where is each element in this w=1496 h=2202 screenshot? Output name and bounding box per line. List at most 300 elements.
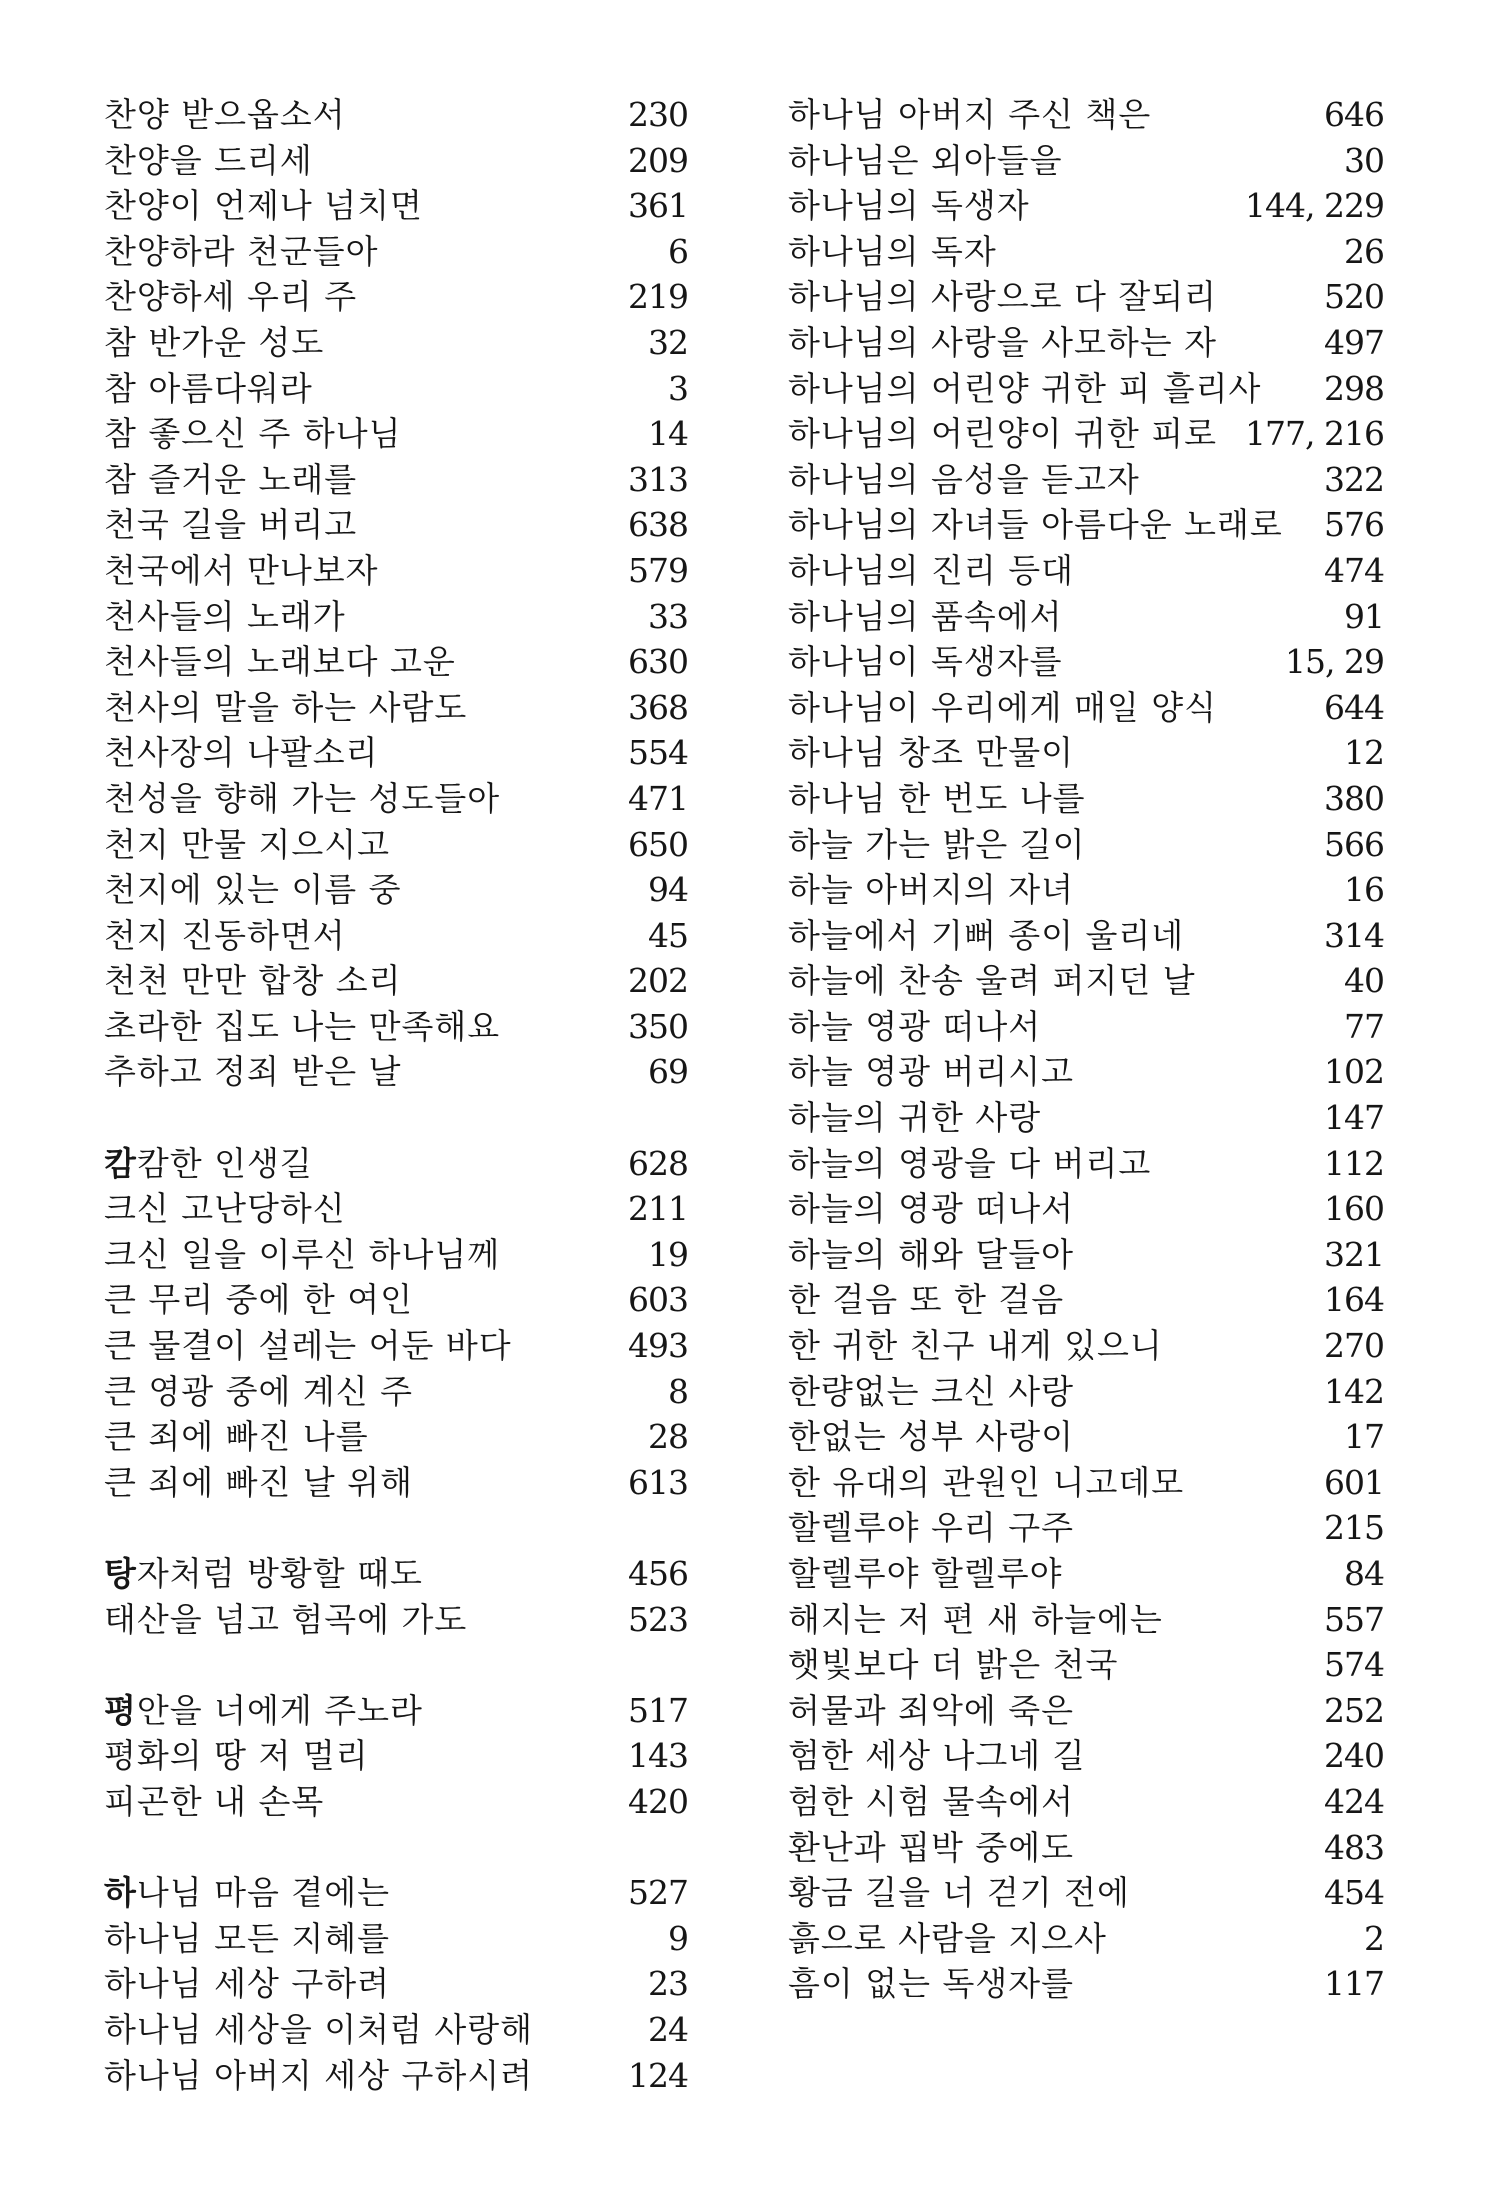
hymn-title-text: 큰 무리 중에 한 여인 [104, 1280, 413, 1320]
hymn-number: 147 [1324, 1098, 1384, 1138]
hymn-number: 240 [1324, 1736, 1384, 1776]
hymn-number: 69 [648, 1052, 688, 1092]
index-entry [104, 502, 688, 548]
hymn-number: 527 [628, 1873, 688, 1913]
hymn-title [788, 229, 997, 275]
hymn-title-text: 자처럼 방황할 때도 [136, 1554, 423, 1593]
hymn-title-text: 허물과 죄악에 죽은 [788, 1690, 1075, 1730]
index-entry [104, 229, 688, 275]
hymn-title-text: 하나님의 어린양이 귀한 피로 [788, 414, 1218, 454]
index-entry [788, 1870, 1384, 1916]
index-entry [104, 776, 688, 822]
index-entry [788, 1323, 1384, 1369]
hymn-title-text: 한없는 성부 사랑이 [788, 1417, 1075, 1457]
hymn-title [104, 1049, 402, 1095]
hymn-title [104, 822, 390, 868]
hymn-title [104, 2053, 533, 2099]
hymn-title-text: 참 반가운 성도 [104, 322, 325, 362]
hymn-title [104, 548, 379, 594]
hymn-number: 28 [648, 1417, 688, 1457]
hymn-title [788, 92, 1151, 138]
hymn-number: 202 [628, 961, 688, 1001]
index-entry [104, 867, 688, 913]
hymn-number: 497 [1324, 322, 1384, 362]
index-entry [788, 1232, 1384, 1278]
index-entry [104, 1049, 688, 1095]
hymn-number: 164 [1324, 1280, 1384, 1320]
hymn-number: 6 [668, 231, 688, 271]
index-entry [788, 502, 1384, 548]
hymn-number: 350 [628, 1006, 688, 1046]
index-entry [104, 1733, 688, 1779]
hymn-title [788, 594, 1063, 640]
index-entry [104, 1961, 688, 2007]
index-entry [788, 1733, 1384, 1779]
hymn-title-text: 할렐루야 할렐루야 [788, 1554, 1063, 1593]
hymn-title [788, 1095, 1041, 1141]
index-entry [104, 1916, 688, 1962]
index-entry [788, 1277, 1384, 1323]
hymn-number: 252 [1324, 1690, 1384, 1730]
hymn-number: 40 [1344, 961, 1384, 1001]
hymn-title-text: 평화의 땅 저 멀리 [104, 1736, 369, 1776]
hymn-number: 557 [1324, 1599, 1384, 1639]
index-entry [788, 639, 1384, 685]
index-column-left [104, 92, 688, 2098]
hymn-title-text: 하늘의 영광 떠나서 [788, 1189, 1075, 1229]
hymn-number: 520 [1324, 277, 1384, 317]
hymn-title [104, 2007, 533, 2053]
hymn-title [788, 1779, 1074, 1825]
hymn-title [104, 411, 402, 457]
hymn-title [104, 1414, 369, 1460]
hymn-title-text: 천국 길을 버리고 [104, 505, 358, 545]
hymn-title-text: 태산을 넘고 험곡에 가도 [104, 1599, 468, 1639]
hymn-title-text: 험한 시험 물속에서 [788, 1781, 1075, 1821]
hymn-title [104, 366, 313, 412]
hymn-title [788, 1414, 1074, 1460]
hymn-number: 566 [1324, 824, 1384, 864]
index-entry [788, 913, 1384, 959]
index-entry [104, 1779, 688, 1825]
hymn-title-text: 피곤한 내 손목 [104, 1781, 325, 1821]
index-entry [104, 274, 688, 320]
hymn-title [104, 1369, 413, 1415]
index-entry [788, 411, 1384, 457]
hymn-title [788, 1141, 1151, 1187]
hymn-number: 17 [1344, 1417, 1384, 1457]
hymn-title-text: 천사들의 노래가 [104, 596, 346, 636]
hymn-title-text: 하늘의 해와 달들아 [788, 1234, 1075, 1274]
hymn-title [104, 502, 357, 548]
hymn-number: 26 [1344, 231, 1384, 271]
hymn-title [788, 1597, 1163, 1643]
hymn-title [788, 1505, 1074, 1551]
index-entry [788, 1460, 1384, 1506]
index-entry [788, 685, 1384, 731]
hymn-title [104, 594, 346, 640]
hymn-number: 420 [628, 1781, 688, 1821]
hymn-title-text: 안을 너에게 주노라 [136, 1690, 423, 1730]
hymn-title [104, 639, 456, 685]
hymn-number: 644 [1324, 687, 1384, 727]
hymn-number: 124 [628, 2055, 688, 2095]
index-entry [104, 366, 688, 412]
hymn-title [104, 1961, 390, 2007]
hymn-title-text: 찬양하세 우리 주 [104, 277, 358, 317]
index-entry [788, 867, 1384, 913]
hymn-title [104, 320, 324, 366]
hymn-title-text: 하늘에 찬송 울려 퍼지던 날 [788, 961, 1196, 1001]
index-entry [788, 1004, 1384, 1050]
hymn-number: 424 [1324, 1781, 1384, 1821]
hymn-title-text: 찬양 받으옵소서 [104, 95, 346, 134]
hymn-number: 576 [1324, 505, 1384, 545]
hymn-number: 112 [1324, 1143, 1384, 1183]
hymn-title [788, 1186, 1074, 1232]
index-entry [788, 1141, 1384, 1187]
hymn-number: 2 [1364, 1918, 1384, 1958]
hymn-title-text: 하늘의 귀한 사랑 [788, 1098, 1042, 1138]
hymn-title [788, 548, 1074, 594]
hymn-number: 3 [668, 368, 688, 408]
hymn-title [788, 730, 1074, 776]
index-entry [788, 1186, 1384, 1232]
index-entry [788, 1597, 1384, 1643]
hymn-title-text: 천지에 있는 이름 중 [104, 870, 402, 910]
hymn-number: 601 [1324, 1462, 1384, 1502]
index-entry [788, 183, 1384, 229]
hymn-title-text: 참 즐거운 노래를 [104, 459, 358, 499]
index-entry [788, 1688, 1384, 1734]
hymn-number: 579 [628, 550, 688, 590]
hymn-title [788, 1825, 1074, 1871]
hymn-title-text: 하늘 영광 떠나서 [788, 1006, 1042, 1046]
index-entry [104, 1004, 688, 1050]
hymn-number: 630 [628, 642, 688, 682]
hymn-title [788, 1460, 1184, 1506]
hymn-number: 321 [1324, 1234, 1384, 1274]
hymn-title [788, 1688, 1074, 1734]
hymn-title-text: 찬양을 드리세 [104, 140, 313, 180]
hymn-title [104, 685, 467, 731]
hymn-number: 142 [1324, 1371, 1384, 1411]
hymn-number: 144, 229 [1245, 186, 1384, 226]
hymn-title-text: 할렐루야 우리 구주 [788, 1508, 1075, 1548]
hymn-title-text: 하늘의 영광을 다 버리고 [788, 1143, 1152, 1183]
hymn-title-text: 천사의 말을 하는 사람도 [104, 687, 468, 727]
hymn-title [104, 913, 346, 959]
hymn-number: 471 [628, 778, 688, 818]
hymn-number: 554 [628, 733, 688, 773]
hymn-title-text: 찬양이 언제나 넘치면 [104, 186, 423, 226]
hymn-title-text: 천사장의 나팔소리 [104, 733, 379, 773]
hymn-number: 8 [668, 1371, 688, 1411]
hymn-title [788, 1551, 1063, 1597]
hymn-title-text: 한 걸음 또 한 걸음 [788, 1280, 1065, 1320]
hymn-title [788, 867, 1074, 913]
hymn-number: 603 [628, 1280, 688, 1320]
index-entry [788, 822, 1384, 868]
index-entry [788, 457, 1384, 503]
hymn-number: 313 [628, 459, 688, 499]
index-entry [788, 1095, 1384, 1141]
hymn-title [788, 1323, 1163, 1369]
hymn-title [788, 320, 1217, 366]
hymn-title-text: 하나님의 자녀들 아름다운 노래로 [788, 505, 1283, 545]
hymn-number: 19 [648, 1234, 688, 1274]
index-entry [788, 958, 1384, 1004]
hymn-title-text: 천지 진동하면서 [104, 915, 346, 955]
section-initial: 탕 [104, 1554, 137, 1593]
hymn-title-text: 하나님의 사랑을 사모하는 자 [788, 322, 1218, 362]
hymn-title [788, 457, 1140, 503]
index-entry [104, 594, 688, 640]
hymn-title-text: 참 좋으신 주 하나님 [104, 414, 402, 454]
hymn-title [104, 1688, 423, 1734]
hymn-title [104, 1141, 313, 1187]
hymn-title [788, 366, 1261, 412]
hymn-title [104, 958, 402, 1004]
index-entry [788, 274, 1384, 320]
hymn-number: 102 [1324, 1052, 1384, 1092]
hymn-number: 493 [628, 1326, 688, 1366]
hymn-title-text: 큰 물결이 설레는 어둔 바다 [104, 1326, 512, 1366]
hymn-title [104, 1916, 390, 1962]
index-entry [104, 1688, 688, 1734]
hymn-title [788, 411, 1217, 457]
hymn-title [788, 1004, 1041, 1050]
hymn-title [788, 685, 1217, 731]
hymn-title-text: 하늘 아버지의 자녀 [788, 870, 1075, 910]
hymn-title [104, 1870, 390, 1916]
hymn-title-text: 큰 영광 중에 계신 주 [104, 1371, 413, 1411]
section-initial: 캄 [104, 1143, 137, 1183]
index-entry [104, 1460, 688, 1506]
hymn-number: 368 [628, 687, 688, 727]
hymn-number: 361 [628, 186, 688, 226]
index-entry [104, 913, 688, 959]
index-entry [788, 1049, 1384, 1095]
hymn-number: 12 [1344, 733, 1384, 773]
hymn-title-text: 하나님의 진리 등대 [788, 550, 1075, 590]
hymn-title-text: 하늘 영광 버리시고 [788, 1052, 1075, 1092]
hymn-title-text: 한 유대의 관원인 니고데모 [788, 1462, 1185, 1502]
hymn-number: 77 [1344, 1006, 1384, 1046]
hymn-title [104, 1733, 369, 1779]
section-initial: 평 [104, 1690, 137, 1730]
index-entry [104, 320, 688, 366]
hymn-number: 613 [628, 1462, 688, 1502]
hymn-number: 24 [648, 2009, 688, 2049]
index-entry [104, 1369, 688, 1415]
hymn-number: 270 [1324, 1326, 1384, 1366]
hymn-number: 638 [628, 505, 688, 545]
hymn-number: 215 [1324, 1508, 1384, 1548]
hymn-title [104, 1232, 500, 1278]
hymn-title-text: 하나님 아버지 세상 구하시려 [104, 2055, 534, 2095]
hymn-title [788, 1369, 1074, 1415]
hymn-title-text: 하나님의 어린양 귀한 피 흘리사 [788, 368, 1262, 408]
hymn-title-text: 천지 만물 지으시고 [104, 824, 391, 864]
index-entry [104, 92, 688, 138]
hymn-title [104, 867, 402, 913]
hymn-number: 30 [1344, 140, 1384, 180]
hymn-title [104, 1460, 413, 1506]
index-entry [104, 1551, 688, 1597]
index-entry [104, 1597, 688, 1643]
hymn-title-text: 한량없는 크신 사랑 [788, 1371, 1075, 1411]
index-entry [104, 138, 688, 184]
hymn-title-text: 하나님 아버지 주신 책은 [788, 95, 1152, 134]
index-entry [104, 1414, 688, 1460]
hymn-title-text: 하나님이 우리에게 매일 양식 [788, 687, 1218, 727]
hymn-title-text: 하나님 세상을 이처럼 사랑해 [104, 2009, 534, 2049]
hymn-title-text: 천국에서 만나보자 [104, 550, 379, 590]
hymn-title-text: 찬양하라 천군들아 [104, 231, 379, 271]
hymn-number: 160 [1324, 1189, 1384, 1229]
hymn-title-text: 하나님 한 번도 나를 [788, 778, 1086, 818]
index-column-right [788, 92, 1384, 2007]
index-entry [788, 138, 1384, 184]
index-entry [788, 1779, 1384, 1825]
index-entry [788, 730, 1384, 776]
index-entry [104, 685, 688, 731]
hymn-number: 650 [628, 824, 688, 864]
hymn-number: 314 [1324, 915, 1384, 955]
hymn-title-text: 나님 마음 곁에는 [136, 1873, 391, 1913]
hymn-title [104, 1186, 346, 1232]
hymn-title [788, 1733, 1086, 1779]
hymn-title-text: 하나님 세상 구하려 [104, 1964, 391, 2004]
hymn-number: 517 [628, 1690, 688, 1730]
index-entry [104, 730, 688, 776]
hymn-number: 456 [628, 1554, 688, 1593]
index-entry [788, 1505, 1384, 1551]
hymn-number: 523 [628, 1599, 688, 1639]
hymn-title-text: 추하고 정죄 받은 날 [104, 1052, 402, 1092]
hymn-title-text: 큰 죄에 빠진 나를 [104, 1417, 369, 1457]
hymn-title [788, 183, 1030, 229]
hymn-number: 209 [628, 140, 688, 180]
hymn-number: 9 [668, 1918, 688, 1958]
hymn-title-text: 하나님 모든 지혜를 [104, 1918, 391, 1958]
hymn-title-text: 황금 길을 너 걷기 전에 [788, 1873, 1130, 1913]
hymn-title [104, 138, 313, 184]
hymn-title-text: 한 귀한 친구 내게 있으니 [788, 1326, 1163, 1366]
index-entry [104, 2053, 688, 2099]
index-entry [788, 229, 1384, 275]
index-entry [104, 1870, 688, 1916]
index-entry [788, 548, 1384, 594]
index-entry [104, 958, 688, 1004]
index-entry [104, 822, 688, 868]
hymn-title-text: 흙으로 사람을 지으사 [788, 1918, 1107, 1958]
hymn-title-text: 하나님 창조 만물이 [788, 733, 1075, 773]
hymn-title [788, 958, 1196, 1004]
hymn-title-text: 험한 세상 나그네 길 [788, 1736, 1086, 1776]
section-initial: 하 [104, 1873, 137, 1913]
index-entry [104, 1323, 688, 1369]
hymn-title [788, 776, 1086, 822]
hymn-title [788, 1277, 1064, 1323]
hymn-title [788, 1961, 1074, 2007]
index-entry [104, 183, 688, 229]
hymn-title-text: 하나님이 독생자를 [788, 642, 1063, 682]
hymn-title [104, 1323, 512, 1369]
hymn-number: 94 [648, 870, 688, 910]
index-entry [788, 1825, 1384, 1871]
hymn-number: 45 [648, 915, 688, 955]
hymn-number: 15, 29 [1285, 642, 1384, 682]
hymn-title-text: 하늘 가는 밝은 길이 [788, 824, 1086, 864]
index-entry [788, 1916, 1384, 1962]
hymn-title-text: 하나님의 사랑으로 다 잘되리 [788, 277, 1218, 317]
hymn-number: 380 [1324, 778, 1384, 818]
hymn-title [104, 92, 346, 138]
index-entry [788, 1961, 1384, 2007]
hymn-title-text: 하늘에서 기뻐 종이 울리네 [788, 915, 1185, 955]
index-entry [788, 1414, 1384, 1460]
hymn-number: 33 [648, 596, 688, 636]
index-entry [788, 1642, 1384, 1688]
index-entry [104, 1141, 688, 1187]
hymn-title-text: 천성을 향해 가는 성도들아 [104, 778, 501, 818]
hymn-title [104, 1779, 324, 1825]
hymn-title-text: 캄한 인생길 [136, 1143, 313, 1183]
hymn-title [788, 822, 1086, 868]
hymn-title-text: 큰 죄에 빠진 날 위해 [104, 1462, 413, 1502]
hymn-title [788, 502, 1283, 548]
hymn-title [104, 1551, 423, 1597]
hymn-number: 474 [1324, 550, 1384, 590]
hymn-title-text: 하나님의 독자 [788, 231, 997, 271]
hymn-title-text: 햇빛보다 더 밝은 천국 [788, 1645, 1119, 1685]
hymn-title [788, 1916, 1107, 1962]
index-entry [104, 2007, 688, 2053]
hymn-title-text: 초라한 집도 나는 만족해요 [104, 1006, 501, 1046]
hymn-title [788, 1870, 1130, 1916]
hymn-number: 14 [648, 414, 688, 454]
hymn-number: 322 [1324, 459, 1384, 499]
hymn-number: 219 [628, 277, 688, 317]
hymn-title [104, 183, 423, 229]
hymn-number: 177, 216 [1245, 414, 1384, 454]
hymn-title [104, 1277, 413, 1323]
hymn-number: 483 [1324, 1827, 1384, 1867]
hymn-number: 211 [628, 1189, 688, 1229]
index-entry [788, 320, 1384, 366]
hymn-title [788, 1642, 1118, 1688]
hymn-number: 230 [628, 95, 688, 134]
hymn-number: 117 [1324, 1964, 1384, 2004]
hymn-title-text: 참 아름다워라 [104, 368, 313, 408]
hymn-title [788, 274, 1217, 320]
hymn-title-text: 해지는 저 편 새 하늘에는 [788, 1599, 1163, 1639]
hymn-title-text: 하나님은 외아들을 [788, 140, 1063, 180]
hymn-title [788, 913, 1184, 959]
index-entry [788, 1369, 1384, 1415]
hymn-number: 16 [1344, 870, 1384, 910]
index-entry [788, 594, 1384, 640]
hymn-title-text: 천천 만만 합창 소리 [104, 961, 402, 1001]
hymn-title [788, 1232, 1074, 1278]
hymn-title-text: 천사들의 노래보다 고운 [104, 642, 456, 682]
hymn-title [104, 457, 357, 503]
hymn-title [104, 274, 357, 320]
index-entry [104, 639, 688, 685]
hymn-title-text: 환난과 핍박 중에도 [788, 1827, 1075, 1867]
